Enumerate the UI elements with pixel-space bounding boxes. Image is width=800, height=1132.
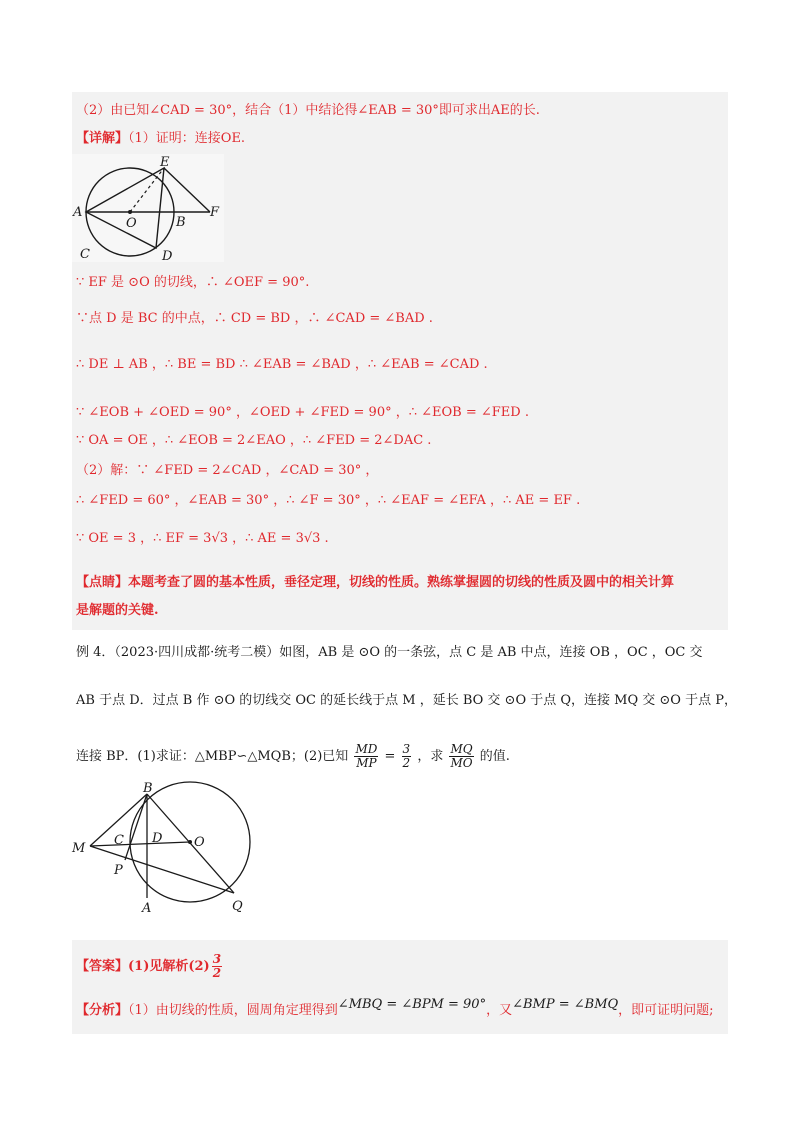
example-line-2: AB 于点 D．过点 B 作 ⊙O 的切线交 OC 的延长线于点 M ，延长 BO 交 ⊙O 于点 Q，连接 MQ 交 ⊙O 于点 P， bbox=[76, 693, 737, 708]
analysis-math-1: ∠MBQ = ∠BPM = 90° bbox=[337, 997, 487, 1012]
label-c: C bbox=[114, 833, 124, 848]
answer-tag: 【答案】 bbox=[76, 959, 129, 974]
label-e: E bbox=[160, 155, 170, 170]
circle-chord-figure bbox=[70, 780, 270, 916]
remark-text: 本题考查了圆的基本性质，垂径定理，切线的性质。熟练掌握圆的切线的性质及圆中的相关计算 bbox=[128, 575, 675, 590]
solution-line-7: ∵ OA = OE ，∴ ∠EOB = 2∠EAO ，∴ ∠FED = 2∠DAC . bbox=[76, 433, 432, 448]
example-line-3-d: 的值. bbox=[479, 749, 510, 764]
analysis-tag: 【分析】 bbox=[76, 1003, 129, 1018]
solution-line-5: ∴ DE ⊥ AB ，∴ BE = BD ∴ ∠EAB = ∠BAD ，∴ ∠EAB = ∠CAD . bbox=[76, 357, 488, 372]
label-o: O bbox=[126, 216, 137, 231]
label-p: P bbox=[114, 863, 123, 878]
label-b: B bbox=[143, 781, 153, 796]
label-f: F bbox=[210, 205, 220, 220]
label-d: D bbox=[162, 249, 173, 262]
analysis-text-c: ，即可证明问题; bbox=[618, 1003, 714, 1018]
equals-sign: = bbox=[384, 749, 396, 764]
remark-line bbox=[76, 572, 674, 594]
detail-text: （1）证明：连接OE. bbox=[128, 131, 246, 146]
label-a: A bbox=[142, 901, 152, 916]
example-line-3 bbox=[76, 740, 510, 774]
analysis-math-2: ∠BMP = ∠BMQ bbox=[512, 997, 619, 1012]
analysis-text-a: （1）由切线的性质，圆周角定理得到 bbox=[128, 1003, 338, 1018]
label-b: B bbox=[176, 215, 186, 230]
circle-tangent-figure bbox=[72, 154, 224, 262]
detail-line bbox=[76, 128, 245, 150]
remark-line-2: 是解题的关键. bbox=[76, 603, 159, 618]
example-line-3-c: ，求 bbox=[417, 749, 444, 764]
label-q: Q bbox=[232, 899, 243, 914]
line-mo bbox=[90, 842, 190, 846]
solution-line-8: （2）解：∵ ∠FED = 2∠CAD ，∠CAD = 30° ， bbox=[76, 463, 379, 478]
label-o: O bbox=[194, 835, 205, 850]
solution-line-6: ∵ ∠EOB + ∠OED = 90° ，∠OED + ∠FED = 90° ，∴ ∠EOB = ∠FED . bbox=[76, 405, 529, 420]
fraction-mq-mo: $\frac{MQ}{MO}$ bbox=[450, 742, 473, 770]
fraction-3-2: $\frac{3}{2}$ bbox=[402, 742, 411, 770]
solution-line-9: ∴ ∠FED = 60° ，∠EAB = 30° ，∴ ∠F = 30° ，∴ ∠EAF = ∠EFA ，∴ AE = EF . bbox=[76, 493, 581, 508]
label-c: C bbox=[80, 247, 90, 262]
answer-fraction: $\frac{3}{2}$ bbox=[212, 952, 222, 980]
example-line-3-a: 连接 BP．(1)求证：△MBP∽△MQB；(2)已知 bbox=[76, 749, 349, 764]
solution-line-10: ∵ OE = 3 ，∴ EF = 3√3 ，∴ AE = 3√3 . bbox=[76, 531, 329, 546]
example-line-1: 例 4．（2023·四川成都·统考二模）如图，AB 是 ⊙O 的一条弦，点 C 是 AB 中点，连接 OB ，OC ，OC 交 bbox=[76, 645, 703, 660]
fraction-md-mp: $\frac{MD}{MP}$ bbox=[355, 742, 378, 770]
center-dot bbox=[128, 210, 132, 214]
label-d: D bbox=[152, 831, 163, 846]
remark-tag: 【点睛】 bbox=[76, 575, 129, 590]
analysis-line bbox=[76, 997, 714, 1022]
center-dot bbox=[188, 840, 192, 844]
answer-text: (1)见解析(2) bbox=[128, 959, 210, 974]
label-a: A bbox=[73, 205, 83, 220]
answer-line bbox=[76, 950, 224, 984]
detail-tag: 【详解】 bbox=[76, 131, 129, 146]
line-mq bbox=[90, 846, 234, 893]
solution-line-4: ∵点 D 是 BC 的中点，∴ CD = BD ，∴ ∠CAD = ∠BAD . bbox=[76, 311, 433, 326]
analysis-text-b: ，又 bbox=[486, 1003, 513, 1018]
solution-line-3: ∵ EF 是 ⊙O 的切线，∴ ∠OEF = 90°. bbox=[76, 275, 310, 290]
label-m: M bbox=[72, 841, 86, 856]
solution-line-1: （2）由已知∠CAD = 30°，结合（1）中结论得∠EAB = 30°即可求出AE的长. bbox=[76, 103, 540, 118]
